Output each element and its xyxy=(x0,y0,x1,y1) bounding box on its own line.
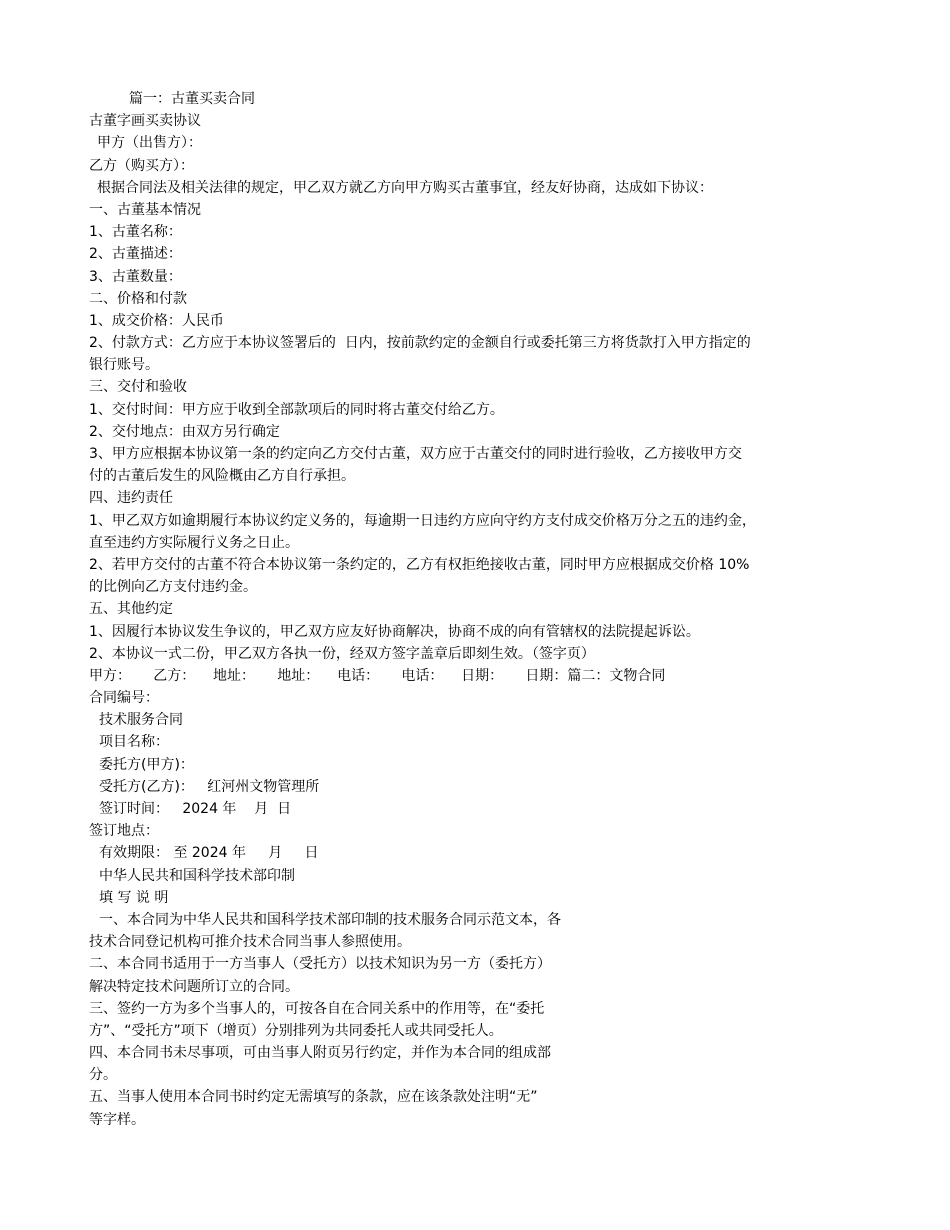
text-line: 1、甲乙双方如逾期履行本协议约定义务的，每逾期一日违约方应向守约方支付成交价格万分之五的违约金， xyxy=(89,512,756,529)
signing-date: 签订时间： 2024 年 月 日 xyxy=(99,801,292,817)
party-a-line: 甲方（出售方）： xyxy=(97,135,202,152)
text-line: 方”、“受托方”项下（增页）分别排列为共同委托人或共同受托人。 xyxy=(89,1022,503,1039)
text-line: 3、甲方应根据本协议第一条的约定向乙方交付古董，双方应于古董交付的同时进行验收，乙方接收甲方交 xyxy=(89,446,742,462)
text-line: 二、本合同书适用于一方当事人（受托方）以技术知识为另一方（委托方） xyxy=(89,956,551,973)
text-line: 2、交付地点：由双方另行确定 xyxy=(89,423,280,440)
text-line: 技术合同登记机构可推介技术合同当事人参照使用。 xyxy=(89,934,411,951)
validity-period: 有效期限： 至 2024 年 月 日 xyxy=(99,845,319,862)
text-line: 一、本合同为中华人民共和国科学技术部印制的技术服务合同示范文本，各 xyxy=(99,911,561,928)
contractor-party: 受托方(乙方)： 红河州文物管理所 xyxy=(99,778,320,795)
preamble-line: 根据合同法及相关法律的规定，甲乙双方就乙方向甲方购买古董事宜，经友好协商，达成如下协议： xyxy=(97,179,713,196)
text-line: 2、本协议一式二份，甲乙双方各执一份，经双方签字盖章后即刻生效。（签字页） xyxy=(89,645,595,662)
heading-other: 五、其他约定 xyxy=(89,601,173,618)
text-line: 的比例向乙方支付违约金。 xyxy=(89,579,257,596)
heading-liability: 四、违约责任 xyxy=(89,490,173,507)
text-line: 分。 xyxy=(89,1067,117,1084)
text-line: 三、签约一方为多个当事人的，可按各自在合同关系中的作用等，在“委托 xyxy=(89,1000,545,1017)
heading-price-payment: 二、价格和付款 xyxy=(89,290,187,307)
section-title-1: 篇一：古董买卖合同 xyxy=(129,91,255,107)
instructions-heading: 填 写 说 明 xyxy=(99,889,169,906)
text-line: 1、成交价格：人民币 xyxy=(89,312,224,329)
text-line: 3、古董数量： xyxy=(89,268,182,285)
client-party: 委托方(甲方)： xyxy=(99,756,194,773)
agreement-title: 古董字画买卖协议 xyxy=(89,113,201,130)
heading-basic-info: 一、古董基本情况 xyxy=(89,201,201,218)
text-line: 四、本合同书未尽事项，可由当事人附页另行约定，并作为本合同的组成部 xyxy=(89,1045,551,1062)
text-line: 1、交付时间：甲方应于收到全部款项后的同时将古董交付给乙方。 xyxy=(89,401,504,418)
service-contract-title: 技术服务合同 xyxy=(99,712,183,729)
text-line: 2、古董描述： xyxy=(89,246,182,263)
text-line: 1、因履行本协议发生争议的，甲乙双方应友好协商解决，协商不成的向有管辖权的法院提起诉讼。 xyxy=(89,623,700,640)
text-line: 直至违约方实际履行义务之日止。 xyxy=(89,534,299,551)
signing-place: 签订地点： xyxy=(89,823,159,840)
contract-number: 合同编号： xyxy=(89,690,159,707)
text-line: 2、付款方式：乙方应于本协议签署后的 日内，按前款约定的金额自行或委托第三方将货款打入甲方指定的 xyxy=(89,335,751,352)
text-line: 2、若甲方交付的古董不符合本协议第一条约定的，乙方有权拒绝接收古董，同时甲方应根据成交价格 10% xyxy=(89,556,750,573)
text-line: 五、当事人使用本合同书时约定无需填写的条款，应在该条款处注明“无” xyxy=(89,1089,538,1106)
printer-line: 中华人民共和国科学技术部印制 xyxy=(99,867,295,884)
text-line: 1、古董名称： xyxy=(89,224,182,241)
project-name: 项目名称： xyxy=(99,734,169,751)
text-line: 等字样。 xyxy=(89,1111,145,1128)
text-line: 解决特定技术问题所订立的合同。 xyxy=(89,978,299,995)
signature-line: 甲方： 乙方： 地址： 地址： 电话： 电话： 日期： 日期：篇二：文物合同 xyxy=(89,667,666,684)
document-page xyxy=(89,88,869,1131)
heading-delivery: 三、交付和验收 xyxy=(89,379,187,396)
text-line: 付的古董后发生的风险概由乙方自行承担。 xyxy=(89,468,355,485)
party-b-line: 乙方（购买方）： xyxy=(89,157,194,174)
text-line: 银行账号。 xyxy=(89,357,159,374)
